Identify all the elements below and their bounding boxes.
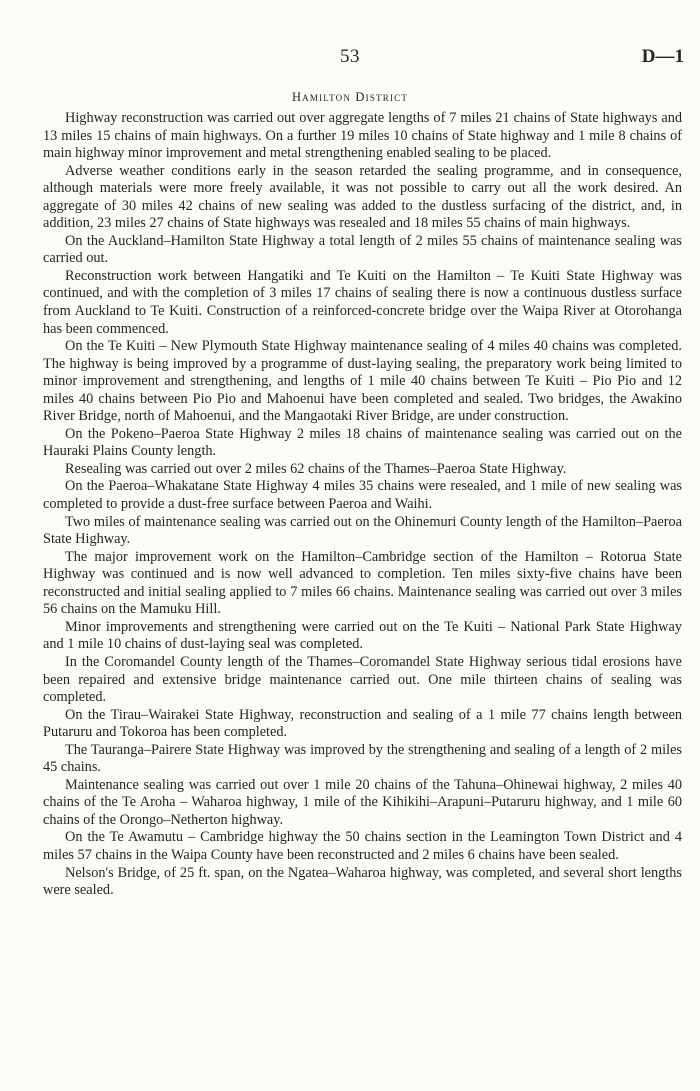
paragraph-adverse-weather: Adverse weather conditions early in the season retarded the sealing programme, and in consequence, although materials were more freely available, it was not possible to carry out all the work desired. An aggregate of 30 miles 42 chains of new sealing was added to the dustless surfacing of the district, and, in addition, 23 miles 27 chains of State highways was resealed and 18 miles 55 chains of main highways. bbox=[43, 162, 682, 232]
paragraph-auckland-hamilton: On the Auckland–Hamilton State Highway a total length of 2 miles 55 chains of maintenance sealing was carried out. bbox=[43, 232, 682, 267]
paragraph-tauranga-pairere: The Tauranga–Pairere State Highway was improved by the strengthening and sealing of a length of 2 miles 45 chains. bbox=[43, 741, 682, 776]
paragraph-te-awamutu-cambridge: On the Te Awamutu – Cambridge highway the 50 chains section in the Leamington Town District and 4 miles 57 chains in the Waipa County have been reconstructed and 2 miles 6 chains have been sealed. bbox=[43, 829, 682, 863]
body-text bbox=[43, 110, 682, 900]
page-number: 53 bbox=[340, 46, 360, 67]
paragraph-coromandel: In the Coromandel County length of the Thames–Coromandel State Highway serious tidal erosions have been repaired and extensive bridge maintenance carried out. One mile thirteen chains of sealing was completed. bbox=[43, 653, 682, 706]
document-code: D—1 bbox=[641, 46, 684, 67]
paragraph-hamilton-cambridge: The major improvement work on the Hamilton–Cambridge section of the Hamilton – Rotorua State Highway was continued and is now well advanced to completion. Ten miles sixty-five chains have been reconstructed and initial sealing applied to 7 miles 66 chains. Maintenance sealing was carried out over 3 miles 56 chains on the Mamuku Hill. bbox=[43, 548, 682, 618]
paragraph-pokeno-paeroa: On the Pokeno–Paeroa State Highway 2 miles 18 chains of maintenance sealing was carried out on the Hauraki Plains County length. bbox=[43, 425, 682, 460]
paragraph-ohinemuri: Two miles of maintenance sealing was carried out on the Ohinemuri County length of the Hamilton–Paeroa State Highway. bbox=[43, 513, 682, 548]
paragraph-highway-reconstruction: Highway reconstruction was carried out over aggregate lengths of 7 miles 21 chains of State highways and 13 miles 15 chains of main highways. On a further 19 miles 10 chains of State highway and 1 mile 8 chains of main highway minor improvement and metal strengthening enabled sealing to be placed. bbox=[43, 110, 682, 162]
paragraph-nelsons-bridge: Nelson's Bridge, of 25 ft. span, on the Ngatea–Waharoa highway, was completed, and several short lengths were sealed. bbox=[43, 864, 682, 899]
paragraph-hangatiki-te-kuiti: Reconstruction work between Hangatiki and Te Kuiti on the Hamilton – Te Kuiti State Highway was continued, and with the completion of 3 miles 17 chains of sealing there is now a continuous dustless surface from Auckland to Te Kuiti. Construction of a reinforced-concrete bridge over the Waipa River at Otorohanga has been commenced. bbox=[43, 267, 682, 337]
paragraph-maintenance-sealing: Maintenance sealing was carried out over 1 mile 20 chains of the Tahuna–Ohinewai highway, 2 miles 40 chains of the Te Aroha – Waharoa highway, 1 mile of the Kihikihi–Arapuni–Putaruru highway, and 1 mile 60 chains of the Orongo–Netherton highway. bbox=[43, 776, 682, 828]
paragraph-paeroa-whakatane: On the Paeroa–Whakatane State Highway 4 miles 35 chains were resealed, and 1 mile of new sealing was completed to provide a dust-free surface between Paeroa and Waihi. bbox=[43, 478, 682, 513]
paragraph-thames-paeroa: Resealing was carried out over 2 miles 62 chains of the Thames–Paeroa State Highway. bbox=[65, 460, 567, 477]
section-heading: Hamilton District bbox=[291, 90, 409, 104]
paragraph-tirau-wairakei: On the Tirau–Wairakei State Highway, reconstruction and sealing of a 1 mile 77 chains length between Putaruru and Tokoroa has been completed. bbox=[43, 706, 682, 741]
paragraph-te-kuiti-new-plymouth: On the Te Kuiti – New Plymouth State Highway maintenance sealing of 4 miles 40 chains was completed. The highway is being improved by a programme of dust-laying sealing, the preparatory work being limited to minor improvement and strengthening, and lengths of 1 mile 40 chains between Te Kuiti – Pio Pio and 12 miles 40 chains between Pio Pio and Mahoenui have been completed and sealed. Two bridges, the Awakino River Bridge, north of Mahoenui, and the Mangaotaki River Bridge, are under construction. bbox=[43, 338, 682, 425]
paragraph-te-kuiti-national-park: Minor improvements and strengthening were carried out on the Te Kuiti – National Park State Highway and 1 mile 10 chains of dust-laying seal was completed. bbox=[43, 618, 682, 653]
